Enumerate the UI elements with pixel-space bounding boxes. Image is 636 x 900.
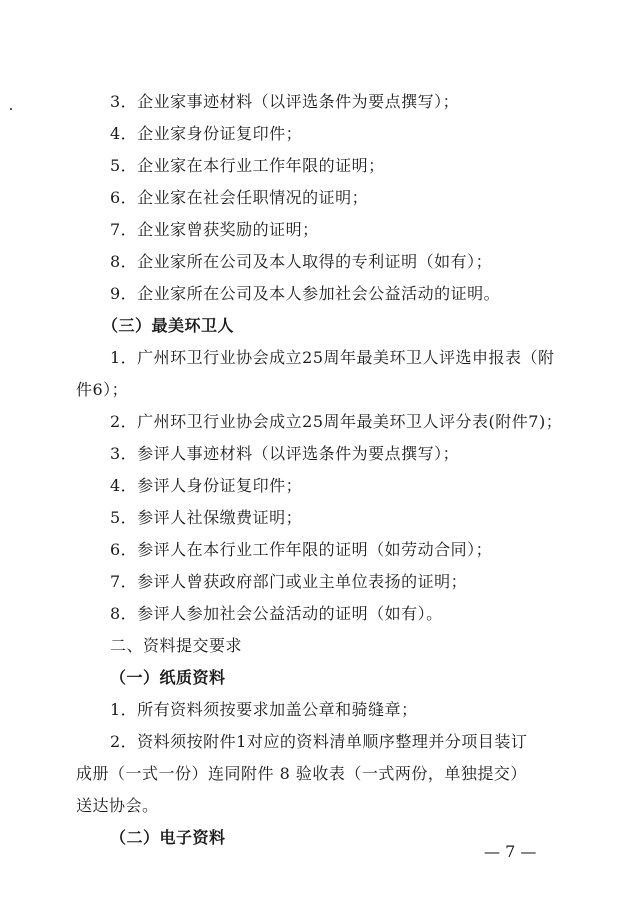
list-item: 4．企业家身份证复印件； [110,124,303,143]
list-item: 4．参评人身份证复印件； [110,476,303,495]
scan-speck [10,108,12,110]
list-item: 5．企业家在本行业工作年限的证明； [110,156,385,175]
paragraph: 1．所有资料须按要求加盖公章和骑缝章； [110,700,418,719]
subsection-heading: （二）电子资料 [110,828,226,847]
list-item: 6．参评人在本行业工作年限的证明（如劳动合同）； [110,540,493,559]
list-item: 8．企业家所在公司及本人取得的专利证明（如有）； [110,252,493,271]
page-number: — 7 — [484,842,537,861]
list-item: 7．参评人曾获政府部门或业主单位表扬的证明； [110,572,468,591]
list-item: 6．企业家在社会任职情况的证明； [110,188,369,207]
list-item: 8．参评人参加社会公益活动的证明（如有）。 [110,604,443,623]
list-item: 3．参评人事迹材料（以评选条件为要点撰写）； [110,444,460,463]
list-item: 1．广州环卫行业协会成立25周年最美环卫人评选申报表（附 [110,348,555,367]
list-item: 3．企业家事迹材料（以评选条件为要点撰写）； [110,92,460,111]
section-heading: （三）最美环卫人 [102,316,235,335]
section-title: 二、资料提交要求 [110,636,243,655]
list-item: 7．企业家曾获奖励的证明； [110,220,319,239]
paragraph-continuation: 成册（一式一份）连同附件 8 验收表（一式两份，单独提交） [76,764,527,783]
list-item: 5．参评人社保缴费证明； [110,508,303,527]
list-item-continuation: 件6）； [76,380,129,399]
subsection-heading: （一）纸质资料 [110,668,226,687]
paragraph: 2．资料须按附件1对应的资料清单顺序整理并分项目装订 [110,732,528,751]
paragraph-continuation: 送达协会。 [76,796,159,815]
list-item: 2．广州环卫行业协会成立25周年最美环卫人评分表(附件7)； [110,412,563,431]
list-item: 9．企业家所在公司及本人参加社会公益活动的证明。 [110,284,501,303]
